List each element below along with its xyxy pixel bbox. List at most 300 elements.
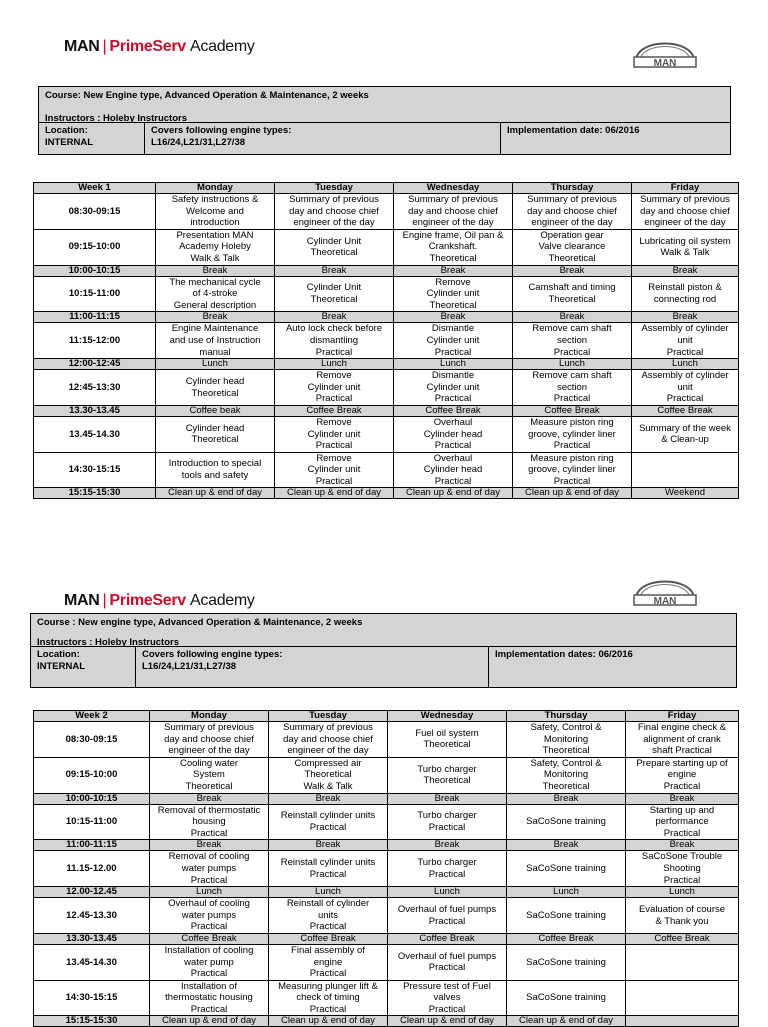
header-day: Thursday [507,711,626,722]
schedule-cell [394,323,513,359]
cell-line: Engine frame, Oil pan & [402,229,504,241]
schedule-cell [156,265,275,276]
cell-line: Cylinder head [185,422,245,434]
covers-value: L16/24,L21/31,L27/38 [142,661,237,672]
time-slot: 11:15-12:00 [34,323,156,359]
cell-line: Clean up & end of day [518,1015,613,1027]
cell-line: Practical [190,921,228,933]
cell-line: Cylinder head [185,375,245,387]
cell-line: Break [321,311,347,323]
time-slot: 11:00-11:15 [34,312,156,323]
cell-line: alignment of crank [643,733,721,745]
schedule-cell [275,488,394,499]
cell-line: Practical [663,780,701,792]
schedule-cell [632,194,739,230]
cell-line: Practical [434,440,472,452]
cell-line: Presentation MAN [176,229,254,241]
cell-line: Measuring plunger lift & [278,980,378,992]
schedule-cell [156,323,275,359]
schedule-cell [626,887,739,898]
table-row [34,276,739,312]
schedule-cell [507,757,626,793]
cell-line: Lubricating oil system [639,235,731,247]
cell-line: Overhaul of cooling [168,898,250,910]
time-slot: 14:30-15:15 [34,452,156,488]
schedule-cell [269,793,388,804]
cell-line: Break [672,311,698,323]
cell-line: groove, cylinder liner [528,428,616,440]
schedule-cell [632,452,739,488]
cell-line: Measure piston ring [530,452,614,464]
cell-line: Lunch [559,358,585,370]
table-row-break [34,793,739,804]
cell-line: Clean up & end of day [167,487,262,499]
brand-primeserv: PrimeServ [109,592,186,609]
cell-line: Theoretical [548,293,596,305]
cell-line: Reinstall of cylinder [286,898,370,910]
cell-line: Cooling water [179,757,239,769]
cell-line: Installation of [181,980,237,992]
schedule-cell [507,933,626,944]
schedule-cell [394,312,513,323]
location-label: Location: [45,125,88,136]
schedule-cell [156,229,275,265]
schedule-cell [626,898,739,934]
table-row [34,722,739,758]
course-title: Course: New Engine type, Advanced Operation & Maintenance, 2 weeks [45,90,369,101]
cell-line: Weekend [665,487,705,499]
schedule-cell [269,1016,388,1027]
schedule-cell [156,488,275,499]
cell-line: groove, cylinder liner [528,464,616,476]
brand-separator: | [102,592,107,609]
cell-line: Break [553,793,579,804]
time-slot: 12:45-13:30 [34,370,156,406]
schedule-cell [632,229,739,265]
schedule-cell [394,359,513,370]
cell-line: SaCoSone training [526,992,606,1004]
table-row [34,370,739,406]
table-row-break [34,405,739,416]
cell-line: Practical [190,827,228,839]
cell-line: housing [192,816,226,828]
cell-line: Theoretical [310,293,358,305]
cell-line: SaCoSone training [526,816,606,828]
cell-line: manual [199,346,231,358]
cell-line: Cylinder unit [307,381,361,393]
brand-title [64,38,255,56]
time-slot: 13.45-14.30 [34,416,156,452]
cell-line: Practical [663,827,701,839]
cell-line: Safety, Control & [530,722,602,733]
brand-man: MAN [64,38,100,55]
schedule-cell [275,194,394,230]
cell-line: Overhaul [433,416,473,428]
brand-man: MAN [64,592,100,609]
schedule-cell [269,944,388,980]
cell-line: Coffee Break [306,405,362,416]
table-row [34,757,739,793]
table-row-break [34,887,739,898]
cell-line: Assembly of cylinder [641,323,729,335]
cell-line: Practical [428,868,466,880]
cell-line: Cylinder head [423,428,483,440]
time-slot: 13.45-14.30 [34,944,150,980]
cell-line: Pressure test of Fuel [403,980,491,992]
cell-line: Theoretical [542,745,590,757]
schedule-cell [394,194,513,230]
schedule-cell [388,898,507,934]
schedule-cell [275,452,394,488]
schedule-cell [507,804,626,840]
course-info-box-week1 [38,86,731,155]
schedule-cell [632,488,739,499]
cell-line: Theoretical [423,775,471,787]
cell-line: Cylinder Unit [306,282,362,294]
cell-line: Lunch [440,358,466,370]
schedule-cell [275,312,394,323]
cell-line: Lunch [202,358,228,370]
cell-line: engine [313,956,343,968]
time-slot: 13.30-13.45 [34,933,150,944]
svg-text:MAN: MAN [653,58,677,69]
schedule-cell [626,793,739,804]
cell-line: Lunch [315,886,341,898]
table-row [34,323,739,359]
schedule-cell [388,840,507,851]
header-week: Week 1 [34,183,156,194]
schedule-cell [626,1016,739,1027]
cell-line: Monitoring [543,733,589,745]
cell-line: shaft Practical [652,745,712,757]
cell-line: and use of Instruction [169,334,261,346]
cell-line: Practical [309,921,347,933]
cell-line: Lunch [196,886,222,898]
cell-line: Clean up & end of day [286,487,381,499]
time-slot: 15:15-15:30 [34,1016,150,1027]
cell-line: The mechanical cycle [169,276,261,288]
cell-line: & Thank you [655,915,709,927]
schedule-cell [626,851,739,887]
table-row-break [34,840,739,851]
table-row [34,804,739,840]
cell-line: Practical [315,440,353,452]
cell-line: Cylinder unit [426,381,480,393]
schedule-cell [269,898,388,934]
cell-line: Practical [666,393,704,405]
cell-line: Break [440,311,466,323]
schedule-cell [150,722,269,758]
cell-line: Academy Holeby [179,241,251,253]
schedule-cell [626,944,739,980]
table-row-break [34,1016,739,1027]
cell-line: Break [672,265,698,276]
schedule-cell [632,323,739,359]
brand-title [64,592,255,610]
schedule-cell [269,722,388,758]
covers-value: L16/24,L21/31,L27/38 [151,137,246,148]
time-slot: 10:00-10:15 [34,793,150,804]
cell-line: Valve clearance [538,241,606,253]
course-info-box-week2 [30,613,737,688]
header-day: Friday [626,711,739,722]
cell-line: Turbo charger [417,810,477,822]
cell-line: Theoretical [429,299,477,311]
table-row [34,229,739,265]
cell-line: Remove [316,370,352,382]
cell-line: Practical [428,962,466,974]
cell-line: Reinstall cylinder units [280,810,376,822]
brand-separator: | [102,38,107,55]
cell-line: day and choose chief [164,733,254,745]
cell-line: engine [667,769,697,781]
cell-line: Remove cam shaft [532,370,612,382]
schedule-cell [394,405,513,416]
cell-line: Introduction to special [168,458,262,470]
cell-line: Safety instructions & [171,194,259,205]
cell-line: Break [315,839,341,851]
cell-line: Camshaft and timing [528,282,616,294]
cell-line: Theoretical [185,780,233,792]
schedule-cell [394,276,513,312]
cell-line: Practical [309,968,347,980]
covers-label: Covers following engine types: [142,649,283,660]
covers-label: Covers following engine types: [151,125,292,136]
cell-line: Remove [316,452,352,464]
cell-line: Break [315,793,341,804]
cell-line: Break [553,839,579,851]
cell-line: engineer of the day [293,217,375,229]
schedule-cell [150,851,269,887]
header-week: Week 2 [34,711,150,722]
schedule-cell [394,370,513,406]
schedule-cell [388,804,507,840]
cell-line: Practical [428,821,466,833]
schedule-cell [150,944,269,980]
cell-line: Turbo charger [417,857,477,869]
header-day: Wednesday [388,711,507,722]
time-slot: 09:15-10:00 [34,229,156,265]
cell-line: Walk & Talk [190,252,240,264]
cell-line: Break [559,265,585,276]
schedule-cell [394,265,513,276]
cell-line: thermostatic housing [165,992,253,1004]
schedule-cell [507,840,626,851]
cell-line: Overhaul [433,452,473,464]
time-slot: 10:00-10:15 [34,265,156,276]
cell-line: Measure piston ring [530,416,614,428]
table-row [34,851,739,887]
cell-line: Assembly of cylinder [641,370,729,382]
schedule-cell [156,194,275,230]
schedule-cell [394,452,513,488]
cell-line: Practical [315,475,353,487]
header-day: Wednesday [394,183,513,194]
schedule-cell [150,793,269,804]
cell-line: Evaluation of course [638,903,726,915]
table-row [34,416,739,452]
cell-line: unit [677,334,693,346]
cell-line: of 4-stroke [192,288,238,300]
table-header-row [34,183,739,194]
cell-line: day and choose chief [408,205,498,217]
cell-line: Removal of thermostatic [157,804,261,816]
time-slot: 12:00-12:45 [34,359,156,370]
table-row [34,980,739,1016]
schedule-cell [150,933,269,944]
schedule-cell [388,933,507,944]
cell-line: Cylinder unit [307,428,361,440]
schedule-cell [507,1016,626,1027]
cell-line: Practical [434,475,472,487]
schedule-table-week1 [33,182,739,499]
cell-line: Compressed air [294,757,362,769]
schedule-cell [156,312,275,323]
cell-line: Turbo charger [417,763,477,775]
cell-line: water pumps [181,909,237,921]
schedule-cell [388,757,507,793]
cell-line: Crankshaft. [428,241,478,253]
cell-line: day and choose chief [283,733,373,745]
cell-line: Prepare starting up of [636,757,728,769]
cell-line: Shooting [663,862,701,874]
schedule-cell [507,980,626,1016]
schedule-cell [388,887,507,898]
schedule-cell [513,359,632,370]
cell-line: Clean up & end of day [161,1015,256,1027]
schedule-cell [507,793,626,804]
schedule-cell [626,757,739,793]
time-slot: 14:30-15:15 [34,980,150,1016]
header-day: Monday [150,711,269,722]
cell-line: Practical [190,1003,228,1015]
cell-line: check of timing [296,992,360,1004]
schedule-cell [507,887,626,898]
instructors: Instructors : Holeby Instructors [45,113,187,124]
cell-line: Practical [190,874,228,886]
cell-line: Reinstall cylinder units [280,857,376,869]
schedule-cell [513,405,632,416]
schedule-cell [275,229,394,265]
table-row [34,452,739,488]
brand-academy: Academy [190,592,255,609]
cell-line: Lunch [669,886,695,898]
schedule-cell [269,851,388,887]
location-value: INTERNAL [45,137,94,148]
cell-line: Break [202,311,228,323]
man-logo-icon [630,30,700,70]
schedule-cell [626,722,739,758]
cell-line: Summary of previous [527,194,617,205]
cell-line: section [556,381,588,393]
cell-line: day and choose chief [640,205,730,217]
cell-line: Coffee Break [300,933,356,944]
cell-line: SaCoSone training [526,862,606,874]
schedule-cell [269,887,388,898]
table-row-break [34,488,739,499]
cell-line: Clean up & end of day [405,487,500,499]
cell-line: Coffee Break [425,405,481,416]
cell-line: Auto lock check before [285,323,383,335]
cell-line: Break [196,839,222,851]
cell-line: Welcome and [186,205,244,217]
cell-line: Overhaul of fuel pumps [397,950,497,962]
cell-line: Practical [428,915,466,927]
time-slot: 12.45-13.30 [34,898,150,934]
time-slot: 08:30-09:15 [34,722,150,758]
cell-line: Break [321,265,347,276]
cell-line: Remove [316,416,352,428]
schedule-cell [394,229,513,265]
schedule-cell [150,980,269,1016]
cell-line: Clean up & end of day [280,1015,375,1027]
time-slot: 11:00-11:15 [34,840,150,851]
cell-line: section [556,334,588,346]
cell-line: water pumps [181,862,237,874]
cell-line: Coffee Break [654,933,710,944]
schedule-cell [156,416,275,452]
table-row [34,944,739,980]
schedule-cell [632,416,739,452]
cell-line: day and choose chief [289,205,379,217]
cell-line: Break [440,265,466,276]
schedule-cell [632,370,739,406]
schedule-cell [150,840,269,851]
cell-line: Installation of cooling [164,944,254,956]
cell-line: Clean up & end of day [524,487,619,499]
cell-line: Cylinder head [423,464,483,476]
implementation-date: Implementation dates: 06/2016 [495,649,633,660]
location-value: INTERNAL [37,661,86,672]
cell-line: water pump [184,956,234,968]
schedule-cell [507,722,626,758]
header-day: Friday [632,183,739,194]
cell-line: Practical [663,874,701,886]
cell-line: Break [196,793,222,804]
cell-line: Practical [553,393,591,405]
cell-line: Reinstall piston & [648,282,722,294]
schedule-cell [513,452,632,488]
cell-line: Summary of the week [639,422,731,434]
cell-line: Monitoring [543,769,589,781]
schedule-cell [388,980,507,1016]
schedule-cell [632,405,739,416]
table-header-row [34,711,739,722]
cell-line: Break [559,311,585,323]
schedule-cell [626,933,739,944]
cell-line: Practical [553,346,591,358]
location-label: Location: [37,649,80,660]
cell-line: tools and safety [181,470,249,482]
course-title: Course : New engine type, Advanced Operation & Maintenance, 2 weeks [37,617,363,628]
cell-line: Theoretical [191,387,239,399]
schedule-cell [150,898,269,934]
cell-line: Engine Maintenance [171,323,259,335]
schedule-cell [150,757,269,793]
schedule-cell [513,194,632,230]
schedule-cell [626,980,739,1016]
cell-line: Summary of previous [164,722,254,733]
schedule-table-week2 [33,710,739,1027]
cell-line: Overhaul of fuel pumps [397,903,497,915]
cell-line: Practical [428,1003,466,1015]
man-logo-icon [630,568,700,608]
schedule-cell [275,416,394,452]
cell-line: Break [202,265,228,276]
cell-line: Practical [315,346,353,358]
schedule-cell [150,1016,269,1027]
cell-line: Theoretical [548,252,596,264]
